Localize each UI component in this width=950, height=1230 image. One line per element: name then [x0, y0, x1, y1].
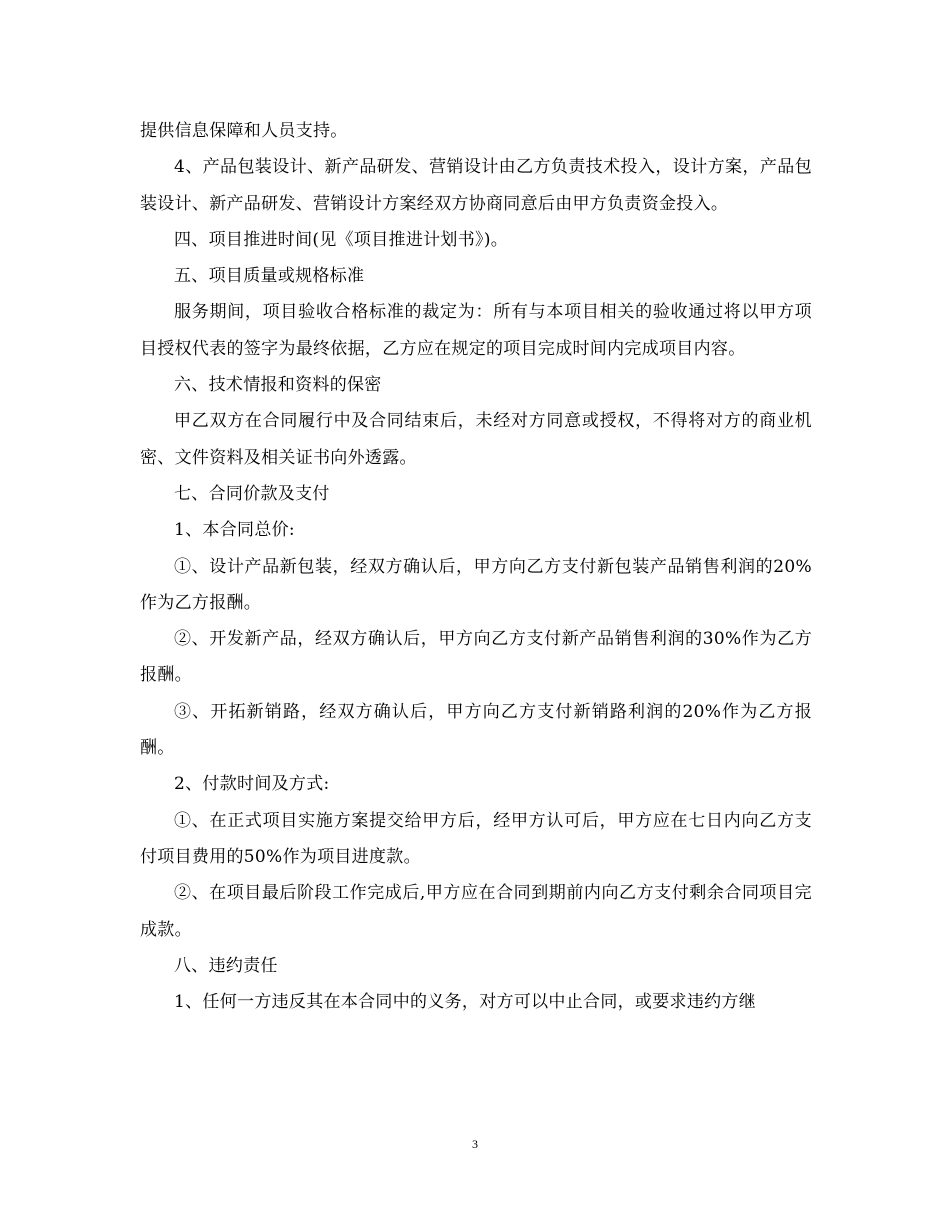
paragraph: 五、项目质量或规格标准 — [174, 266, 365, 287]
paragraph: 4、产品包装设计、新产品研发、营销设计由乙方负责技术投入，设计方案，产品包装设计、新产品研发、营销设计方案经双方协商同意后由甲方负责资金投入。 — [140, 157, 812, 214]
paragraph: ②、开发新产品，经双方确认后，甲方向乙方支付新产品销售利润的30%作为乙方报酬。 — [140, 629, 812, 686]
page-number: 3 — [472, 1137, 478, 1151]
paragraph: 四、项目推进时间(见《项目推进计划书》)。 — [174, 229, 509, 250]
paragraph: 六、技术情报和资料的保密 — [174, 375, 382, 396]
paragraph: 1、本合同总价: — [174, 520, 295, 541]
paragraph: ②、在项目最后阶段工作完成后,甲方应在合同到期前内向乙方支付剩余合同项目完成款。 — [140, 883, 812, 940]
paragraph: 甲乙双方在合同履行中及合同结束后，未经对方同意或授权，不得将对方的商业机密、文件资料及相关证书向外透露。 — [140, 411, 812, 468]
paragraph: ③、开拓新销路，经双方确认后，甲方向乙方支付新销路利润的20%作为乙方报酬。 — [140, 701, 812, 759]
paragraph: ①、设计产品新包装，经双方确认后，甲方向乙方支付新包装产品销售利润的20%作为乙方报酬。 — [140, 556, 812, 613]
document-body — [140, 113, 812, 1020]
paragraph: 2、付款时间及方式: — [174, 774, 330, 795]
paragraph: ①、在正式项目实施方案提交给甲方后，经甲方认可后，甲方应在七日内向乙方支付项目费用的50%作为项目进度款。 — [140, 810, 812, 867]
paragraph: 七、合同价款及支付 — [174, 483, 330, 504]
paragraph: 1、任何一方违反其在本合同中的义务，对方可以中止合同，或要求违约方继 — [174, 992, 757, 1013]
paragraph: 提供信息保障和人员支持。 — [140, 121, 348, 141]
paragraph: 服务期间，项目验收合格标准的裁定为：所有与本项目相关的验收通过将以甲方项目授权代表的签字为最终依据，乙方应在规定的项目完成时间内完成项目内容。 — [140, 302, 812, 359]
paragraph: 八、违约责任 — [174, 955, 278, 976]
